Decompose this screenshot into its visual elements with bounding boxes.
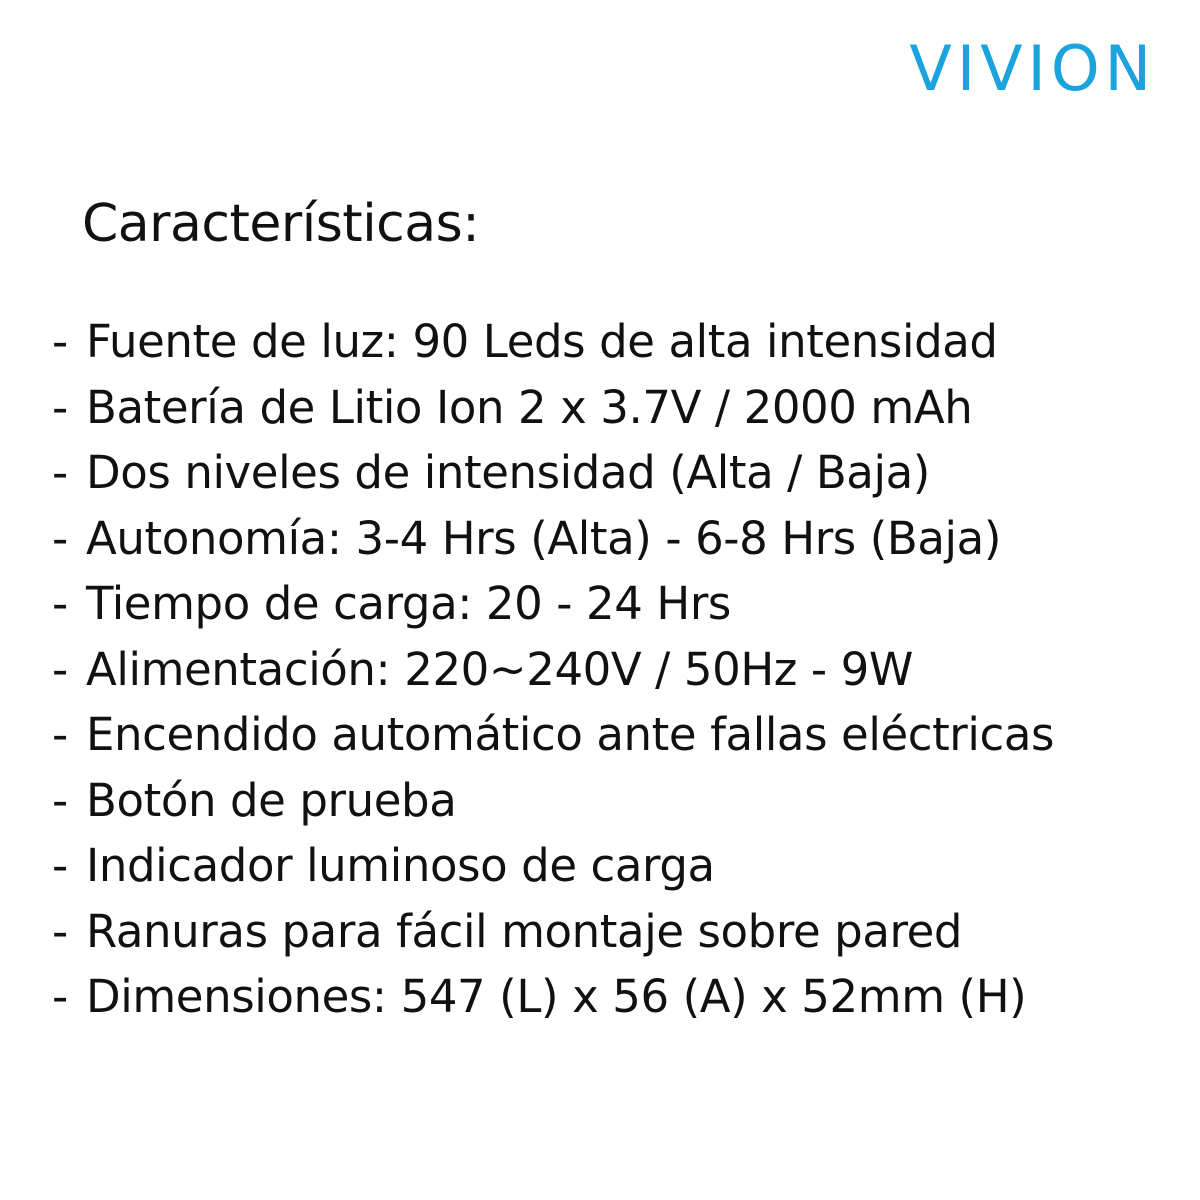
list-item: [52, 964, 1172, 1030]
list-item: [52, 637, 1172, 703]
feature-text: Dimensiones: 547 (L) x 56 (A) x 52mm (H): [86, 970, 1027, 1023]
feature-text: Dos niveles de intensidad (Alta / Baja): [86, 446, 930, 499]
feature-text: Alimentación: 220~240V / 50Hz - 9W: [86, 642, 913, 696]
list-item: [52, 833, 1172, 899]
bullet-dash: -: [52, 839, 68, 892]
bullet-dash: -: [52, 446, 68, 499]
brand-logo: VIVION: [909, 32, 1156, 105]
list-item: [52, 375, 1172, 441]
bullet-dash: -: [52, 708, 68, 761]
bullet-dash: -: [52, 970, 68, 1023]
feature-text: Ranuras para fácil montaje sobre pared: [86, 904, 963, 958]
bullet-dash: -: [52, 773, 68, 827]
list-item: [52, 702, 1172, 768]
features-list: [52, 309, 1172, 1030]
list-item: [52, 309, 1172, 375]
bullet-dash: -: [52, 380, 68, 434]
list-item: [52, 768, 1172, 834]
feature-text: Batería de Litio Ion 2 x 3.7V / 2000 mAh: [86, 380, 973, 434]
bullet-dash: -: [52, 511, 68, 565]
feature-text: Encendido automático ante fallas eléctricas: [86, 708, 1055, 761]
bullet-dash: -: [52, 642, 68, 696]
list-item: [52, 899, 1172, 965]
bullet-dash: -: [52, 904, 68, 958]
bullet-dash: -: [52, 315, 68, 368]
feature-text: Botón de prueba: [86, 773, 457, 827]
feature-text: Fuente de luz: 90 Leds de alta intensidad: [86, 315, 998, 368]
features-heading: Características:: [82, 194, 480, 254]
list-item: [52, 440, 1172, 506]
list-item: [52, 571, 1172, 637]
feature-text: Autonomía: 3-4 Hrs (Alta) - 6-8 Hrs (Baja): [86, 511, 1001, 565]
list-item: [52, 506, 1172, 572]
feature-text: Tiempo de carga: 20 - 24 Hrs: [86, 577, 731, 630]
feature-text: Indicador luminoso de carga: [86, 839, 715, 892]
bullet-dash: -: [52, 577, 68, 630]
